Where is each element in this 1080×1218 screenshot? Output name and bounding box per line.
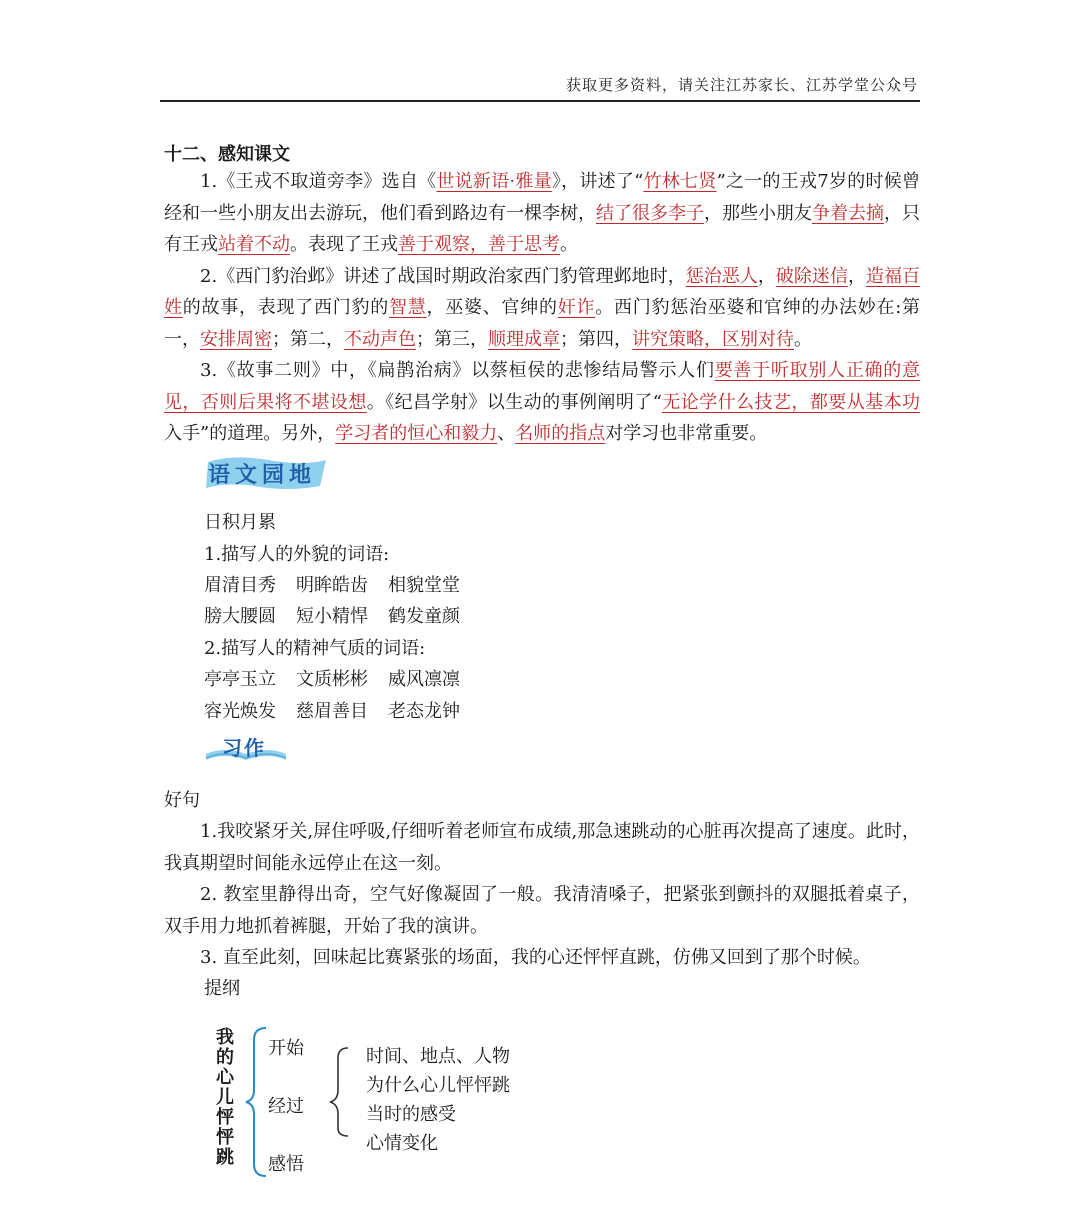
outline-detail-4: 心情变化 — [366, 1133, 438, 1154]
sentence-3: 3. 直至此刻，回味起比赛紧张的场面，我的心还怦怦直跳，仿佛又回到了那个时候。 — [200, 947, 871, 968]
section12-body — [164, 166, 920, 450]
outline-branch-start: 开始 — [268, 1038, 304, 1059]
outline-detail-2: 为什么心儿怦怦跳 — [366, 1075, 510, 1096]
outline-detail-3: 当时的感受 — [366, 1104, 456, 1125]
paragraph-3: 3.《故事二则》中，《扁鹊治病》以蔡桓侯的悲惨结局警示人们要善于听取别人正确的意见，否则后果将不堪设想。《纪昌学射》以生动的事例阐明了“无论学什么技艺，都要从基本功入手”的道理。另外，学习者的恒心和毅力、名师的指点对学习也非常重要。 — [164, 360, 921, 444]
outline-branch-process: 经过 — [268, 1096, 304, 1117]
sentence-1: 1.我咬紧牙关,屏住呼吸,仔细听着老师宣布成绩,那急速跳动的心脏再次提高了速度。此时，我真期望时间能永远停止在这一刻。 — [164, 821, 920, 874]
word-row-1: 眉清目秀 明眸皓齿 相貌堂堂 — [204, 575, 460, 596]
list1-title: 1.描写人的外貌的词语: — [204, 544, 390, 565]
xizuo-banner-text: 习作 — [222, 736, 266, 760]
header-divider — [160, 100, 920, 102]
subtitle-riji: 日积月累 — [204, 512, 276, 533]
sentence-2: 2. 教室里静得出奇，空气好像凝固了一般。我清清嗓子，把紧张到颤抖的双腿抵着桌子，双手用力地抓着裤腿，开始了我的演讲。 — [164, 884, 920, 937]
outline-braces — [240, 1024, 380, 1184]
tigang-label: 提纲 — [204, 978, 240, 999]
paragraph-1: 1.《王戎不取道旁李》选自《世说新语·雅量》，讲述了“竹林七贤”之一的王戎7岁的时候曾经和一些小朋友出去游玩，他们看到路边有一棵李树，结了很多李子，那些小朋友争着去摘，只有王戎站着不动。表现了王戎善于观察，善于思考。 — [164, 171, 920, 255]
yuwen-banner — [204, 456, 330, 490]
list2-title: 2.描写人的精神气质的词语: — [204, 638, 426, 659]
section-title: 十二、感知课文 — [164, 144, 290, 165]
outline-detail-1: 时间、地点、人物 — [366, 1046, 510, 1067]
outline-big-brace — [246, 1028, 266, 1176]
outline-title: 我的心儿怦怦跳 — [216, 1027, 234, 1168]
xizuo-banner — [204, 734, 288, 764]
header-note: 获取更多资料，请关注江苏家长、江苏学堂公众号 — [565, 76, 918, 94]
word-row-2: 膀大腰圆 短小精悍 鹤发童颜 — [204, 606, 460, 627]
haoju-label: 好句 — [164, 790, 200, 811]
outline-small-brace — [330, 1048, 348, 1136]
word-row-4: 容光焕发 慈眉善目 老态龙钟 — [204, 701, 460, 722]
yuwen-banner-text: 语文园地 — [208, 463, 317, 488]
good-sentences — [164, 816, 920, 974]
paragraph-2: 2.《西门豹治邺》讲述了战国时期政治家西门豹管理邺地时，惩治恶人，破除迷信，造福百姓的故事，表现了西门豹的智慧，巫婆、官绅的奸诈。西门豹惩治巫婆和官绅的办法妙在:第一，安排周密；第二，不动声色；第三，顺理成章；第四，讲究策略，区别对待。 — [164, 265, 921, 350]
word-row-3: 亭亭玉立 文质彬彬 威风凛凛 — [204, 669, 460, 690]
outline-branch-insight: 感悟 — [268, 1154, 304, 1175]
